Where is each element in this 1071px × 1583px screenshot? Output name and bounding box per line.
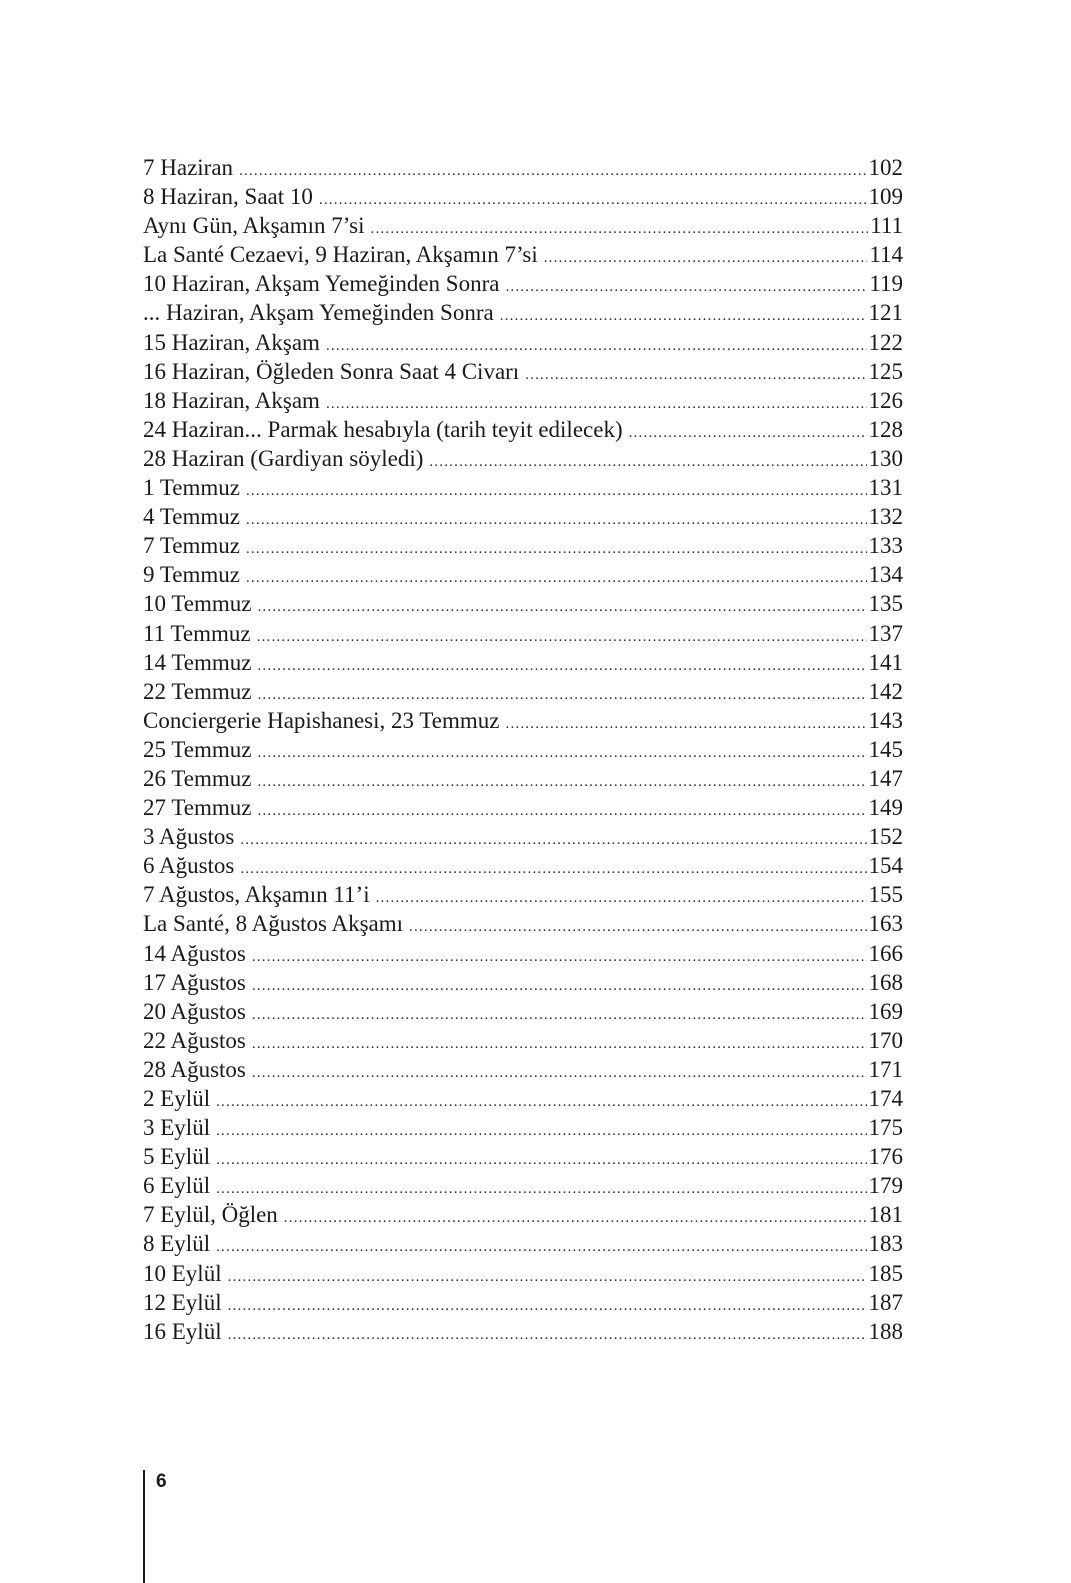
toc-entry-page: 176 [868,1144,903,1170]
toc-entry-page: 168 [868,969,903,995]
toc-entry-title: 17 Ağustos [143,969,246,995]
toc-dot-leader [525,361,866,390]
toc-entry-title: 24 Haziran... Parmak hesabıyla (tarih teyit edilecek) [143,416,623,442]
toc-entry-title: 7 Haziran [143,155,234,180]
toc-entry [143,997,903,1026]
toc-dot-leader [252,1030,867,1059]
toc-entry-page: 154 [868,853,903,879]
toc-entry-page: 132 [868,504,903,530]
toc-entry-title: 3 Ağustos [143,824,235,850]
toc-entry [143,1288,903,1317]
toc-entry-page: 121 [868,300,903,326]
toc-dot-leader [429,448,866,477]
toc-entry-page: 111 [870,213,903,239]
toc-dot-leader [228,1292,867,1321]
toc-entry-page: 128 [868,416,903,442]
toc-dot-leader [252,1001,867,1030]
toc-entry-title: 4 Temmuz [143,504,240,530]
toc-entry-title: 20 Ağustos [143,998,246,1024]
toc-dot-leader [246,477,867,506]
toc-entry-page: 181 [868,1202,903,1228]
toc-entry [143,822,903,851]
toc-dot-leader [257,739,866,768]
toc-entry [143,1317,903,1346]
toc-entry-page: 141 [868,649,903,675]
toc-entry [143,939,903,968]
toc-dot-leader [284,1204,867,1233]
toc-entry-page: 109 [868,184,903,210]
toc-dot-leader [544,244,868,273]
toc-entry-title: 26 Temmuz [143,765,252,791]
toc-entry [143,677,903,706]
toc-entry-page: 130 [868,445,903,471]
toc-entry-title: ... Haziran, Akşam Yemeğinden Sonra [143,300,494,326]
toc-entry [143,502,903,531]
toc-entry [143,386,903,415]
table-of-contents [143,153,903,1346]
toc-entry-title: 18 Haziran, Akşam [143,387,320,413]
toc-dot-leader [246,506,867,535]
toc-entry-page: 171 [868,1056,903,1082]
toc-entry [143,764,903,793]
toc-entry-title: 22 Temmuz [143,678,252,704]
toc-entry-title: 8 Eylül [143,1231,211,1257]
toc-entry [143,968,903,997]
toc-entry [143,357,903,386]
toc-entry-title: 7 Ağustos, Akşamın 11’i [143,882,370,908]
toc-dot-leader [216,1117,866,1146]
toc-entry [143,298,903,327]
toc-dot-leader [252,943,867,972]
toc-entry-page: 185 [868,1260,903,1286]
toc-entry-title: Aynı Gün, Akşamın 7’si [143,213,365,239]
toc-entry [143,328,903,357]
toc-entry-page: 125 [868,358,903,384]
toc-entry [143,793,903,822]
toc-entry-title: 9 Temmuz [143,562,240,588]
toc-dot-leader [629,419,867,448]
toc-entry-title: 7 Temmuz [143,533,240,559]
toc-entry [143,1084,903,1113]
toc-entry-title: 14 Temmuz [143,649,252,675]
toc-entry [143,153,903,182]
toc-entry [143,269,903,298]
toc-entry [143,589,903,618]
toc-entry-page: 131 [868,475,903,501]
toc-entry-page: 145 [868,736,903,762]
toc-entry [143,240,903,269]
toc-dot-leader [239,157,866,186]
toc-entry [143,619,903,648]
toc-entry-title: 3 Eylül [143,1115,211,1141]
toc-entry-title: 16 Haziran, Öğleden Sonra Saat 4 Civarı [143,358,520,384]
toc-entry-page: 152 [868,824,903,850]
toc-entry [143,211,903,240]
toc-dot-leader [257,593,866,622]
toc-entry-title: 10 Temmuz [143,591,252,617]
toc-entry-title: 7 Eylül, Öğlen [143,1202,278,1228]
toc-dot-leader [257,797,866,826]
toc-entry [143,706,903,735]
toc-entry [143,909,903,938]
page-number: 6 [156,1471,167,1492]
toc-entry-title: 10 Eylül [143,1260,222,1286]
toc-entry [143,531,903,560]
toc-entry-title: Conciergerie Hapishanesi, 23 Temmuz [143,707,500,733]
toc-entry-title: 6 Ağustos [143,853,235,879]
toc-dot-leader [246,564,867,593]
toc-dot-leader [257,652,866,681]
toc-entry-page: 187 [868,1289,903,1315]
toc-dot-leader [228,1321,867,1350]
toc-entry-page: 183 [868,1231,903,1257]
toc-entry-title: 16 Eylül [143,1318,222,1344]
toc-dot-leader [506,710,867,739]
toc-entry-title: La Santé Cezaevi, 9 Haziran, Akşamın 7’si [143,242,538,268]
toc-entry [143,1171,903,1200]
toc-dot-leader [257,768,866,797]
toc-entry-page: 149 [868,795,903,821]
toc-entry-page: 166 [868,940,903,966]
toc-entry [143,851,903,880]
toc-entry-page: 102 [868,155,903,180]
toc-entry [143,473,903,502]
toc-dot-leader [252,972,867,1001]
toc-entry [143,1229,903,1258]
toc-entry-page: 155 [868,882,903,908]
toc-entry-page: 134 [868,562,903,588]
toc-entry-title: 22 Ağustos [143,1027,246,1053]
toc-entry-title: 12 Eylül [143,1289,222,1315]
toc-entry-title: 8 Haziran, Saat 10 [143,184,313,210]
toc-entry-page: 126 [868,387,903,413]
toc-entry-page: 137 [868,620,903,646]
toc-entry-title: 14 Ağustos [143,940,246,966]
toc-entry-page: 163 [868,911,903,937]
toc-entry-title: 28 Haziran (Gardiyan söyledi) [143,445,424,471]
toc-entry-page: 174 [868,1086,903,1111]
toc-dot-leader [376,884,867,913]
toc-entry-page: 133 [868,533,903,559]
toc-entry [143,735,903,764]
toc-entry-title: 11 Temmuz [143,620,251,646]
toc-entry-title: 27 Temmuz [143,795,252,821]
toc-dot-leader [500,302,867,331]
page-margin-rule [143,1470,145,1583]
toc-entry-page: 169 [868,998,903,1024]
toc-dot-leader [240,826,866,855]
toc-entry-page: 114 [869,242,903,268]
toc-entry [143,560,903,589]
toc-entry-title: 25 Temmuz [143,736,252,762]
toc-entry [143,415,903,444]
toc-entry [143,648,903,677]
toc-entry-title: La Santé, 8 Ağustos Akşamı [143,911,404,937]
toc-entry-title: 5 Eylül [143,1144,211,1170]
toc-entry [143,1200,903,1229]
toc-dot-leader [257,623,867,652]
toc-entry-page: 142 [868,678,903,704]
toc-entry [143,880,903,909]
toc-dot-leader [216,1233,866,1262]
toc-entry-page: 147 [868,765,903,791]
toc-entry-page: 179 [868,1173,903,1199]
toc-dot-leader [252,1059,867,1088]
toc-entry-page: 143 [868,707,903,733]
toc-entry-page: 170 [868,1027,903,1053]
toc-dot-leader [409,913,866,942]
toc-dot-leader [216,1088,866,1117]
toc-entry-page: 135 [868,591,903,617]
toc-entry-title: 2 Eylül [143,1086,211,1111]
toc-dot-leader [216,1175,866,1204]
toc-dot-leader [246,535,867,564]
toc-dot-leader [216,1146,866,1175]
toc-dot-leader [228,1263,867,1292]
toc-entry-title: 28 Ağustos [143,1056,246,1082]
toc-dot-leader [505,273,867,302]
toc-entry [143,182,903,211]
toc-entry-page: 119 [869,271,903,297]
toc-entry-title: 6 Eylül [143,1173,211,1199]
toc-entry-title: 15 Haziran, Akşam [143,329,320,355]
toc-dot-leader [319,186,867,215]
toc-entry [143,1026,903,1055]
toc-entry [143,444,903,473]
toc-entry-title: 10 Haziran, Akşam Yemeğinden Sonra [143,271,500,297]
toc-entry [143,1113,903,1142]
toc-entry [143,1055,903,1084]
toc-entry [143,1259,903,1288]
toc-entry-page: 175 [868,1115,903,1141]
toc-entry-page: 122 [868,329,903,355]
toc-entry [143,1142,903,1171]
toc-entry-title: 1 Temmuz [143,475,240,501]
toc-entry-page: 188 [868,1318,903,1344]
